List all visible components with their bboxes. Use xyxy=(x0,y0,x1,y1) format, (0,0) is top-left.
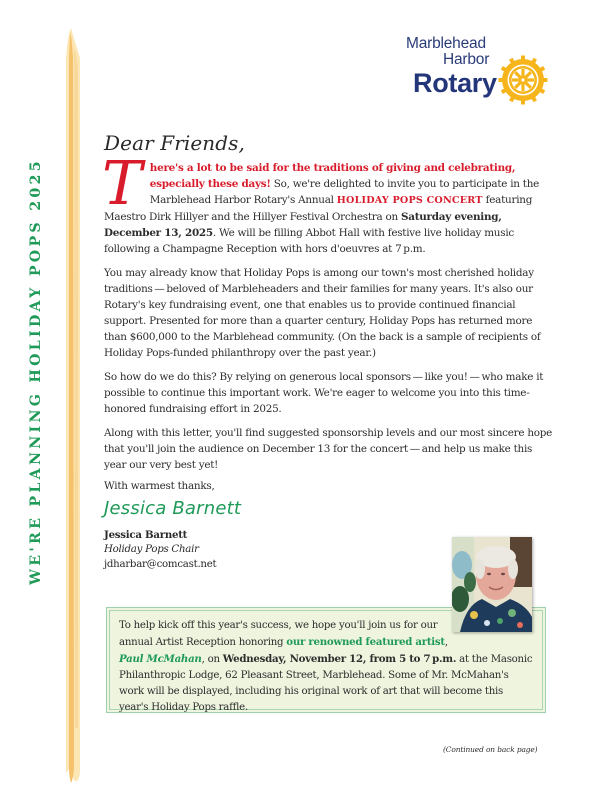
event-name: HOLIDAY POPS CONCERT xyxy=(336,195,483,206)
paragraph-intro xyxy=(102,149,554,257)
decorative-stripe xyxy=(56,28,84,784)
vertical-banner: WE'RE PLANNING HOLIDAY POPS 2025 xyxy=(28,158,44,585)
callout-highlight: our renowned featured artist xyxy=(286,636,445,648)
intro-text-2: featuring Maestro Dirk Hillyer and the Hillyer Festival Orchestra on xyxy=(104,194,533,223)
continued-note: (Continued on back page) xyxy=(443,745,538,754)
salutation: Dear Friends, xyxy=(104,131,245,155)
letter-body xyxy=(102,149,554,481)
rotary-wheel-icon xyxy=(498,55,548,105)
closing: With warmest thanks, xyxy=(104,480,215,492)
artist-photo xyxy=(452,537,532,632)
event-date: Saturday evening, December 13, 2025 xyxy=(104,211,502,239)
reception-time: Wednesday, November 12, from 5 to 7 p.m. xyxy=(222,653,457,665)
signer-title: Holiday Pops Chair xyxy=(104,544,199,555)
signer-name: Jessica Barnett xyxy=(104,529,188,541)
callout-text-2: , xyxy=(444,637,448,648)
callout-text-3: , on xyxy=(201,654,223,665)
artist-name: Paul McMahan xyxy=(119,653,202,665)
callout-text-4: at the Masonic Philanthropic Lodge, 62 Pleasant Street, Marblehead. Some of Mr. McMahan's work will be displayed, including his original work of art that will become this year's Holiday Pops raffle. xyxy=(119,654,533,713)
handwritten-signature: Jessica Barnett xyxy=(104,498,242,519)
logo-line-marblehead: Marblehead xyxy=(406,35,486,52)
intro-text-3: . We will be filling Abbot Hall with festive live holiday music following a Champagne Reception with hors d'oeuvres at 7 p.m. xyxy=(104,227,514,255)
callout-text-1: To help kick off this year's success, we hope you'll join us for our annual Artist Reception honoring xyxy=(119,620,438,648)
paragraph-invitation: Along with this letter, you'll find suggested sponsorship levels and our most sincere hope that you'll join the audience on December 13 for the concert — and help us make this year our very best yet! xyxy=(104,427,553,471)
intro-text-1: So, we're delighted to invite you to participate in the Marblehead Harbor Rotary's Annual xyxy=(149,178,540,206)
logo-line-rotary: Rotary xyxy=(413,68,497,98)
logo-line-harbor: Harbor xyxy=(443,51,490,68)
paragraph-tradition: You may already know that Holiday Pops is among our town's most cherished holiday traditions — beloved of Marbleheaders and their families for many years. It's also our Rotary's key fundraising event, one that enables us to provide continued financial support. Presented for more than a quarter century, Holiday Pops has returned more than $600,000 to the Marblehead community. (On the back is a sample of recipients of Holiday Pops-funded philanthropy over the past year.) xyxy=(104,267,541,359)
rotary-logo xyxy=(402,33,552,108)
signer-email[interactable]: jdharbar@comcast.net xyxy=(104,559,217,570)
intro-lead: here's a lot to be said for the traditions of giving and celebrating, especially these days! xyxy=(149,162,516,190)
paragraph-sponsors: So how do we do this? By relying on generous local sponsors — like you! — who make it possible to continue this important work. We're eager to welcome you into this time-honored fundraising effort in 2025. xyxy=(104,371,544,415)
drop-cap: T xyxy=(102,149,142,219)
